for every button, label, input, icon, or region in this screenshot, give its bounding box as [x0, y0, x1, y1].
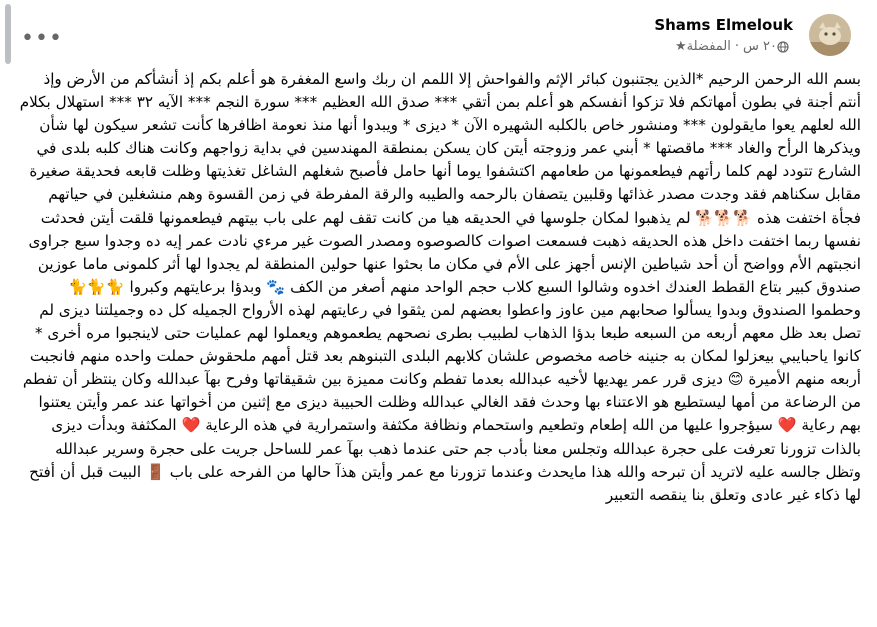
- post-body-text: بسم الله الرحمن الرحيم *الذين يجتنبون كبائر الإثم والفواحش إلا اللمم ان ربك واسع المغفرة هو أعلم بكم إذ أنشأكم من الأرض وإذ أنتم أجنة في بطون أمهاتكم فلا تزكوا أنفسكم هو أعلم بمن أتقي *** صدق الله العظيم *** سورة النجم *** الآيه ٣٢ *** استهلال بكلام الله لعلهم يعوا مايقولون *** ومنشور خاص بالكلبه الشهيره الآن * ديزى * ويبدوا أنها منذ نعومة اظافرها كأنت تشعر سيكون لها شأن ويذكرها الرأح والغاد *** ماقصتها * أبني عمر وزوجته أيتن كان يسكن بمنطقة المهندسين في بداية زواجهم وكانت هناك كلبه بلدى في الشارع تتودد لهم كلما رأتهم فيطعمونها من طعامهم اكتشفوا يوما أنها حامل فأصبح شغلهم الشاغل تغذيتها وظلت قابعه فحديقة صغيرة مقابل سكناهم فقد وجدت مصدر غذائها وقلبين يتصفان بالرحمه والطيبه والرقة المفرطة في زمن القسوة وهم منشغلين في حياتهم فجأة اختفت هذه 🐕🐕🐕 لم يذهبوا لمكان جلوسها في الحديقه هيا من كانت تقف لهم على باب بيتهم فيطعمونها قلقت أيتن فحدثت نفسها ربما اختفت داخل هذه الحديقه ذهبت فسمعت اصوات كالصوصوه ومصدر الصوت غير مرءي نادت عمر إيه ده وجدوا سبع جراوى انجبتهم الأم وواضح أن أحد شياطين الإنس أجهز على الأم في مكان ما بحثوا عنها حولين المنطقة لم يجدوا لها أثر كلمونى ماما عوزين صندوق كبير بتاع القطط العندك اخدوه وشالوا السبع كلاب حجم الواحد منهم أصغر من الكف 🐾 وبدؤا برعايتهم وكبروا 🐈🐈🐈 وحطموا الصندوق وبدوا يسألوا صحابهم مين عاوز واعطوا بعضهم لمن يثقوا في رعايتهم لهذه الأرواح الجميله كل ده وجميلتنا ديزى لم تصل بعد ظل معهم أربعه من السبعه طبعا بدؤا الذهاب لطبيب بطرى نصحهم يطعموهم ويعملوا لهم عمليات حتى لاينجبوا مره أخرى * كانوا ياحبايبي بيعزلوا لمكان به جنينه خاصه مخصوص علشان كلابهم البلدى التبنوهم بعد قتل أمهم ملحقوش حملت واحده منهم فانجبت أربعه منهم الأميرة 😊 ديزى قرر عمر يهديها لأخيه عبدالله بعدما تفطم وكانت مميزة بين شقيقاتها وفرح بهآ عبدالله وكان ينتظر أن تفطم من الرضاعة من أمها ليستطيع هو الاعتناء بها وحدث فقد الغالي عبدالله وظلت الحبيبة ديزى مع إثنين من أخواتها عند عمر وأيتن يعتنوا بهم رعاية ❤️ سيؤجروا عليها من الله إطعام وتطعيم واستحمام ونظافة مكثفة واستمرارية في هذه الرعاية ❤️ المكثفة وبدأت ديزى بالذات تزورنا تعرفت على حجرة عبدالله وتجلس معنا بأدب جم حتى عندما ذهب بهآ عمر للساحل جريت على حجرة وسرير عبدالله وتظل جالسه عليه لاتريد أن تبرحه والله هذا مايحدث وعندما تزورنا مع عمر وأيتن هذآ حالها من الفرحه على باب 🚪 البيت قبل أن أفتح لها ذكاء غير عادى وتعلق بنا ينقصه التعبير: [19, 70, 861, 504]
- audience-label[interactable]: المفضلة: [686, 39, 731, 54]
- meta-separator: ·: [734, 39, 740, 54]
- scrollbar[interactable]: [2, 0, 12, 627]
- star-icon: ★: [675, 39, 687, 54]
- avatar-image: [809, 14, 851, 56]
- globe-icon: [777, 41, 789, 53]
- post-time[interactable]: ٢٠ س: [743, 39, 777, 54]
- author-name[interactable]: Shams Elmelouk: [654, 16, 793, 34]
- post-header: [0, 0, 877, 68]
- avatar[interactable]: [809, 14, 851, 56]
- post-text: [18, 68, 861, 507]
- more-options-icon[interactable]: •••: [21, 25, 63, 51]
- post-meta: [672, 39, 793, 54]
